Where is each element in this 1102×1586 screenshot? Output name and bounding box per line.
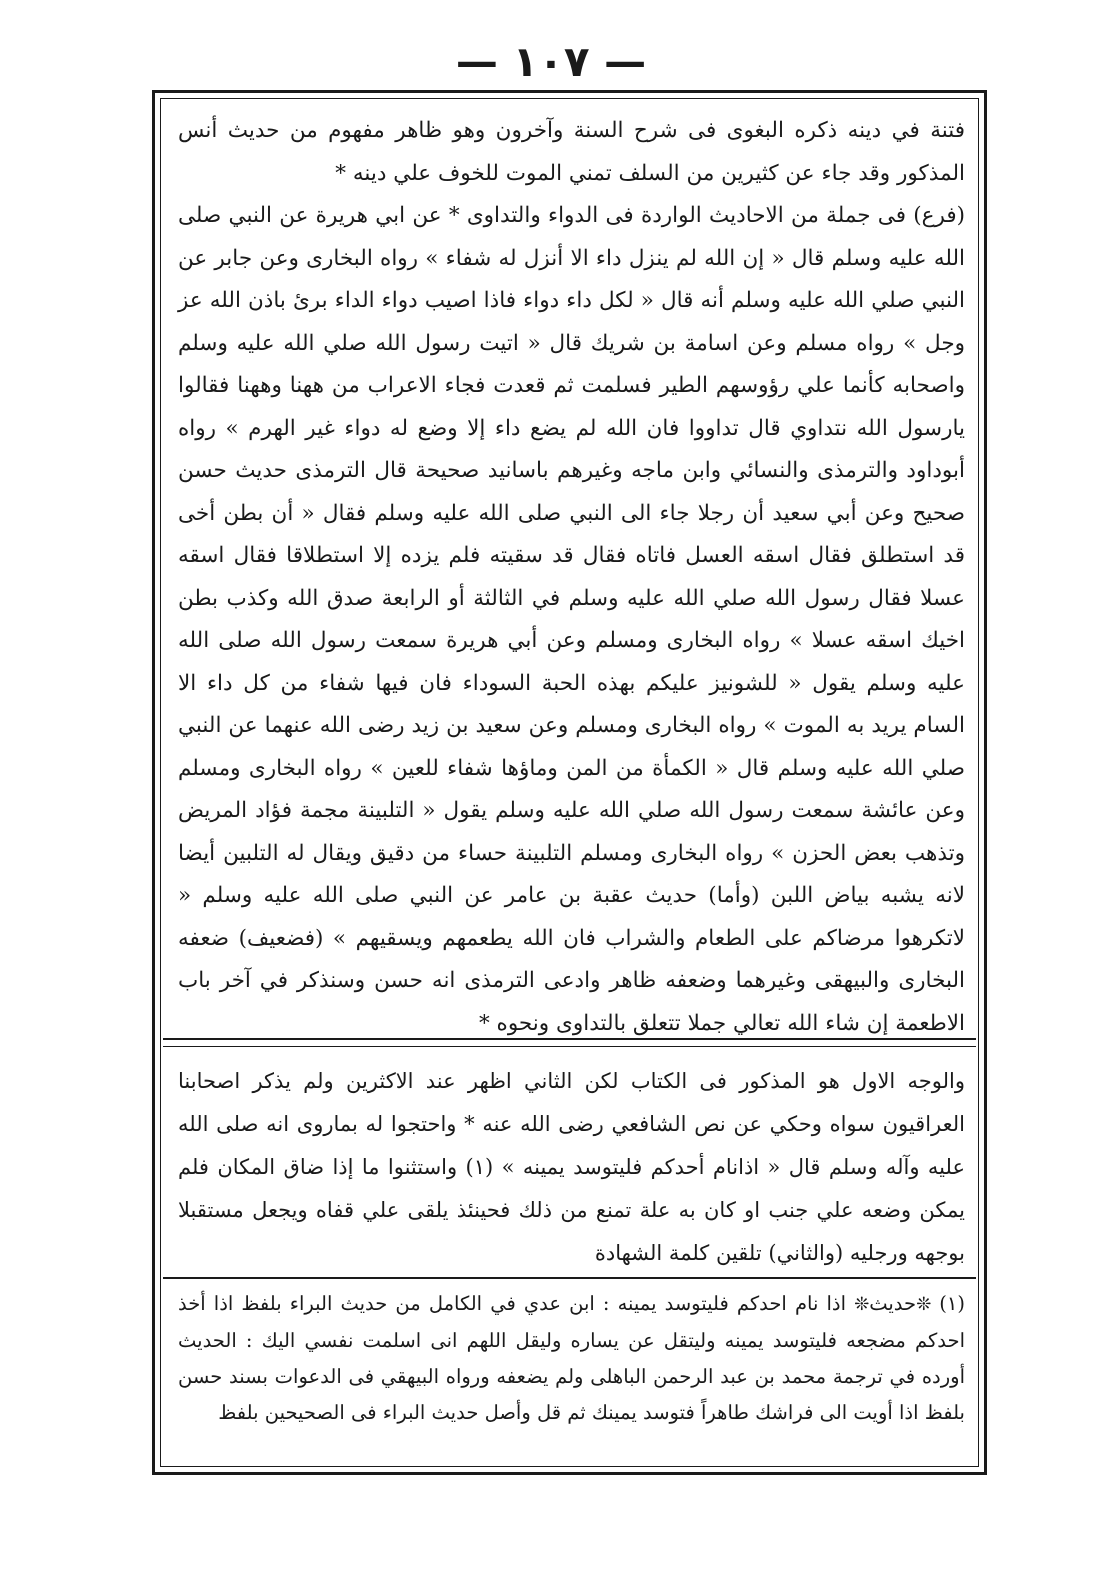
section-divider-thin xyxy=(163,1046,976,1047)
main-paragraph-2: (فرع) فى جملة من الاحاديث الواردة فى الدواء والتداوى * عن ابي هريرة عن النبي صلى الله عليه وسلم قال « إن الله لم ينزل داء الا أنزل له شفاء » رواه البخارى وعن جابر عن النبي صلي الله عليه وسلم أنه قال « لكل داء دواء فاذا اصيب دواء الداء برئ باذن الله عز وجل » رواه مسلم وعن اسامة بن شريك قال « اتيت رسول الله صلي الله عليه وسلم واصحابه كأنما علي رؤوسهم الطير فسلمت ثم قعدت فجاء الاعراب من ههنا وههنا فقالوا يارسول الله نتداوي قال تداووا فان الله لم يضع داء إلا وضع له دواء غير الهرم » رواه أبوداود والترمذى والنسائي وابن ماجه وغيرهم باسانيد صحيحة قال الترمذى حديث حسن صحيح وعن أبي سعيد أن رجلا جاء الى النبي صلى الله عليه وسلم فقال « أن بطن أخى قد استطلق فقال اسقه العسل فاتاه فقال قد سقيته فلم يزده إلا استطلاقا فقال اسقه عسلا فقال رسول الله صلي الله عليه وسلم في الثالثة أو الرابعة صدق الله وكذب بطن اخيك اسقه عسلا » رواه البخارى ومسلم وعن أبي هريرة سمعت رسول الله صلى الله عليه وسلم يقول « للشونيز عليكم بهذه الحبة السوداء فان فيها شفاء من كل داء الا السام يريد به الموت » رواه البخارى ومسلم وعن سعيد بن زيد رضى الله عنهما عن النبي صلي الله عليه وسلم قال « الكمأة من المن وماؤها شفاء للعين » رواه البخارى ومسلم وعن عائشة سمعت رسول الله صلي الله عليه وسلم يقول « التلبينة مجمة فؤاد المريض وتذهب بعض الحزن » رواه البخارى ومسلم التلبينة حساء من دقيق ويقال له التلبين أيضا لانه يشبه بياض اللبن (وأما) حديث عقبة بن عامر عن النبي صلى الله عليه وسلم « لاتكرهوا مرضاكم على الطعام والشراب فان الله يطعمهم ويسقيهم » (فضعيف) ضعفه البخارى والبيهقى وغيرهما وضعفه ظاهر وادعى الترمذى انه حسن وسنذكر في آخر باب الاطعمة إن شاء الله تعالي جملا تتعلق بالتداوى ونحوه * xyxy=(178,203,965,1036)
footnote-divider xyxy=(163,1277,976,1279)
footnote-block xyxy=(178,1286,965,1431)
ornament-open-icon: ❊ xyxy=(916,1294,932,1315)
main-text-block xyxy=(178,110,965,1045)
page-number: — ١٠٧ — xyxy=(455,37,647,86)
footnote-paragraph xyxy=(178,1286,965,1431)
ornament-close-icon: ❊ xyxy=(854,1294,870,1315)
section-divider-thick xyxy=(163,1038,976,1040)
footnote-marker: (١) xyxy=(939,1292,965,1315)
footnote-text: اذا نام احدكم فليتوسد يمينه : ابن عدي في الكامل من حديث البراء بلفظ اذا أخذ احدكم مضجعه فليتوسد يمينه وليتقل عن يساره وليقل اللهم انى اسلمت نفسي اليك : الحديث أورده في ترجمة محمد بن عبد الرحمن الباهلى ولم يضعفه ورواه البيهقي فى الدعوات بسند حسن بلفظ اذا أويت الى فراشك طاهراً فتوسد يمينك ثم قل وأصل حديث البراء فى الصحيحين بلفظ xyxy=(178,1292,965,1424)
footnote-label: حديث xyxy=(869,1292,917,1315)
lower-text-block xyxy=(178,1060,965,1275)
lower-paragraph: والوجه الاول هو المذكور فى الكتاب لكن الثاني اظهر عند الاكثرين ولم يذكر اصحابنا العراقيون سواه وحكي عن نص الشافعي رضى الله عنه * واحتجوا له بماروى انه صلى الله عليه وآله وسلم قال « اذانام أحدكم فليتوسد يمينه » (١) واستثنوا ما إذا ضاق المكان فلم يمكن وضعه علي جنب او كان به علة تمنع من ذلك فحينئذ يلقى علي قفاه ويجعل مستقبلا بوجهه ورجليه (والثاني) تلقين كلمة الشهادة xyxy=(178,1069,966,1265)
main-paragraph-1: فتنة في دينه ذكره البغوى فى شرح السنة وآخرون وهو ظاهر مفهوم من حديث أنس المذكور وقد جاء عن كثيرين من السلف تمني الموت للخوف علي دينه * xyxy=(178,118,965,186)
